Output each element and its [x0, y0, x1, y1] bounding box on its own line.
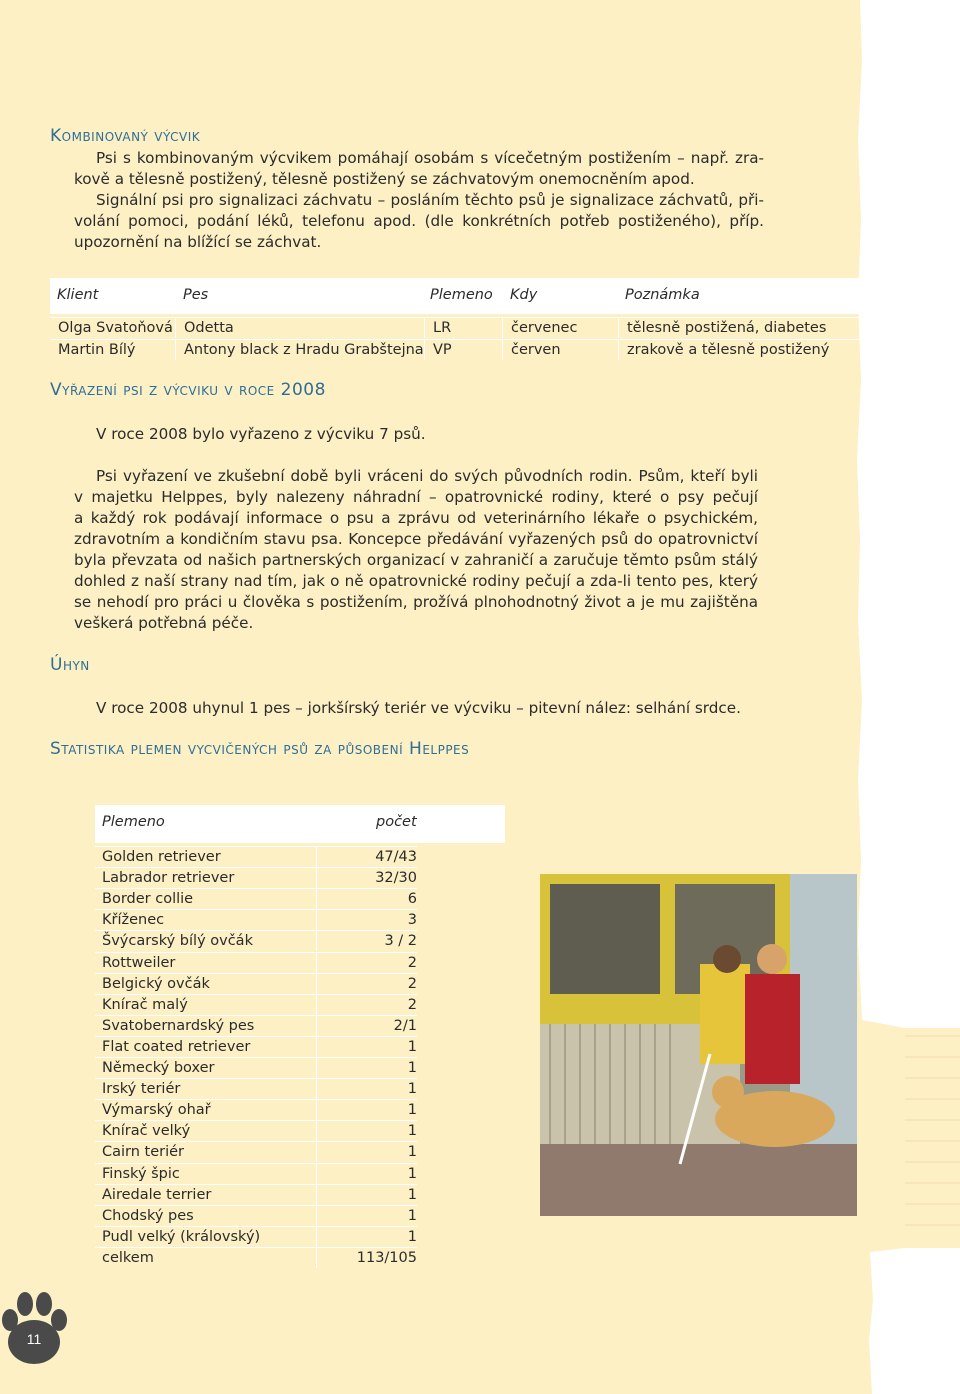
breed-name: Knírač malý	[95, 994, 317, 1015]
paw-icon	[0, 1290, 70, 1370]
table-row	[95, 846, 505, 867]
breed-count: 2/1	[317, 1015, 417, 1036]
breed-count: 1	[317, 1036, 417, 1057]
breed-name: Chodský pes	[95, 1205, 317, 1226]
table-cell: tělesně postižená, diabetes	[619, 317, 878, 338]
breed-count: 2	[317, 973, 417, 994]
breed-count: 1	[317, 1099, 417, 1120]
column-header: Plemeno	[430, 287, 493, 303]
table-cell: Martin Bílý	[50, 339, 176, 360]
table-row	[95, 1205, 505, 1226]
breed-name: Výmarský ohař	[95, 1099, 317, 1120]
text-line: zdravotním a kondičním stavu psa. Koncepce předávání vyřazených psů do opatrovnictví	[74, 530, 758, 548]
vyrazeni-intro	[96, 424, 426, 445]
text-line: v majetku Helppes, byly nalezeny náhradní – opatrovnické rodiny, které o psy pečují	[74, 488, 758, 506]
breed-count: 1	[317, 1163, 417, 1184]
breed-count: 1	[317, 1205, 417, 1226]
table-row	[95, 1036, 505, 1057]
breed-name: celkem	[95, 1247, 317, 1268]
breed-name: Belgický ovčák	[95, 973, 317, 994]
table-row	[95, 1184, 505, 1205]
breed-name: Německý boxer	[95, 1057, 317, 1078]
column-header: počet	[376, 814, 417, 830]
table-row	[95, 973, 505, 994]
vyrazeni-paragraph	[74, 466, 758, 634]
table-row	[95, 909, 505, 930]
text-line: Signální psi pro signalizaci záchvatu – posláním těchto psů je signalizace záchvatů, při-	[96, 191, 764, 209]
text-line: upozornění na blížící se záchvat.	[74, 233, 322, 251]
table-cell: zrakově a tělesně postižený	[619, 339, 878, 360]
breed-name: Golden retriever	[95, 846, 317, 867]
breed-count: 47/43	[317, 846, 417, 867]
text-line: V roce 2008 uhynul 1 pes – jorkšírský teriér ve výcviku – pitevní nález: selhání srdce.	[96, 699, 741, 717]
text-line: volání pomoci, podání léků, telefonu apod. (dle konkrétních potřeb postiženého), příp.	[74, 212, 764, 230]
column-header: Klient	[57, 287, 99, 303]
breed-count: 3 / 2	[317, 930, 417, 951]
uhyn-paragraph	[96, 698, 741, 719]
breed-count: 1	[317, 1057, 417, 1078]
table-cell: VP	[425, 339, 503, 360]
section-title-uhyn: Úhyn	[50, 655, 90, 675]
table-row	[50, 339, 878, 360]
table-cell: Olga Svatoňová	[50, 317, 176, 338]
breed-count: 32/30	[317, 867, 417, 888]
kombinovany-paragraph	[74, 148, 764, 253]
breed-name: Flat coated retriever	[95, 1036, 317, 1057]
text-line: veškerá potřebná péče.	[74, 614, 254, 632]
table-row	[95, 867, 505, 888]
breed-count: 1	[317, 1141, 417, 1162]
table-cell: červen	[503, 339, 619, 360]
breed-count: 1	[317, 1078, 417, 1099]
client-table-header	[50, 278, 878, 314]
breed-name: Pudl velký (královský)	[95, 1226, 317, 1247]
column-header: Plemeno	[102, 814, 165, 830]
table-row	[95, 952, 505, 973]
breed-name: Airedale terrier	[95, 1184, 317, 1205]
section-title-kombinovany: Kombinovaný výcvik	[50, 126, 201, 146]
text-line: a každý rok podávají informace o psu a zprávu od veterinárního lékaře o psychickém,	[74, 509, 758, 527]
breed-name: Kříženec	[95, 909, 317, 930]
table-row	[95, 1247, 505, 1268]
breed-name: Švýcarský bílý ovčák	[95, 930, 317, 951]
table-cell: Antony black z Hradu Grabštejna	[176, 339, 425, 360]
breed-count: 113/105	[317, 1247, 417, 1268]
table-cell: Odetta	[176, 317, 425, 338]
breed-table-header	[95, 805, 505, 843]
column-header: Kdy	[510, 287, 538, 303]
breed-name: Border collie	[95, 888, 317, 909]
table-cell: červenec	[503, 317, 619, 338]
breed-count: 2	[317, 952, 417, 973]
breed-name: Knírač velký	[95, 1120, 317, 1141]
table-row	[95, 1099, 505, 1120]
breed-name: Cairn teriér	[95, 1141, 317, 1162]
breed-name: Finský špic	[95, 1163, 317, 1184]
breed-count: 6	[317, 888, 417, 909]
page-number: 11	[26, 1331, 42, 1347]
text-line: dohled z naší strany nad tím, jak o ně opatrovnické rodiny pečují a zda-li tento pes, který	[74, 572, 758, 590]
table-row	[95, 1120, 505, 1141]
section-title-statistika: Statistika plemen vycvičených psů za působení Helppes	[50, 739, 470, 759]
column-header: Poznámka	[625, 287, 700, 303]
table-row	[95, 1226, 505, 1247]
table-cell: LR	[425, 317, 503, 338]
breed-count: 1	[317, 1226, 417, 1247]
table-row	[95, 1141, 505, 1162]
breed-count: 1	[317, 1120, 417, 1141]
table-row	[95, 1015, 505, 1036]
text-line: Psi vyřazení ve zkušební době byli vráceni do svých původních rodin. Psům, kteří byli	[96, 467, 758, 485]
table-row	[50, 317, 878, 338]
section-title-vyrazeni: Vyřazení psi z výcviku v roce 2008	[50, 380, 326, 400]
breed-count: 1	[317, 1184, 417, 1205]
breed-count: 3	[317, 909, 417, 930]
guide-dog-photo	[540, 874, 857, 1216]
table-row	[95, 1057, 505, 1078]
text-line: se nehodí pro práci u člověka s postižením, prožívá plnohodnotný život a je mu zajištěna	[74, 593, 758, 611]
breed-count: 2	[317, 994, 417, 1015]
table-row	[95, 994, 505, 1015]
text-line: kově a tělesně postižený, tělesně postižený se záchvatovým onemocněním apod.	[74, 170, 695, 188]
table-row	[95, 1078, 505, 1099]
table-row	[95, 930, 505, 951]
text-line: Psi s kombinovaným výcvikem pomáhají osobám s vícečetným postižením – např. zra-	[96, 149, 764, 167]
breed-name: Rottweiler	[95, 952, 317, 973]
table-row	[95, 1163, 505, 1184]
breed-name: Labrador retriever	[95, 867, 317, 888]
breed-name: Svatobernardský pes	[95, 1015, 317, 1036]
column-header: Pes	[183, 287, 209, 303]
table-row	[95, 888, 505, 909]
text-line: byla převzata od našich partnerských organizací v zahraničí a zaručuje těmto psům stálý	[74, 551, 758, 569]
breed-name: Irský teriér	[95, 1078, 317, 1099]
text-line: V roce 2008 bylo vyřazeno z výcviku 7 psů.	[96, 425, 426, 443]
